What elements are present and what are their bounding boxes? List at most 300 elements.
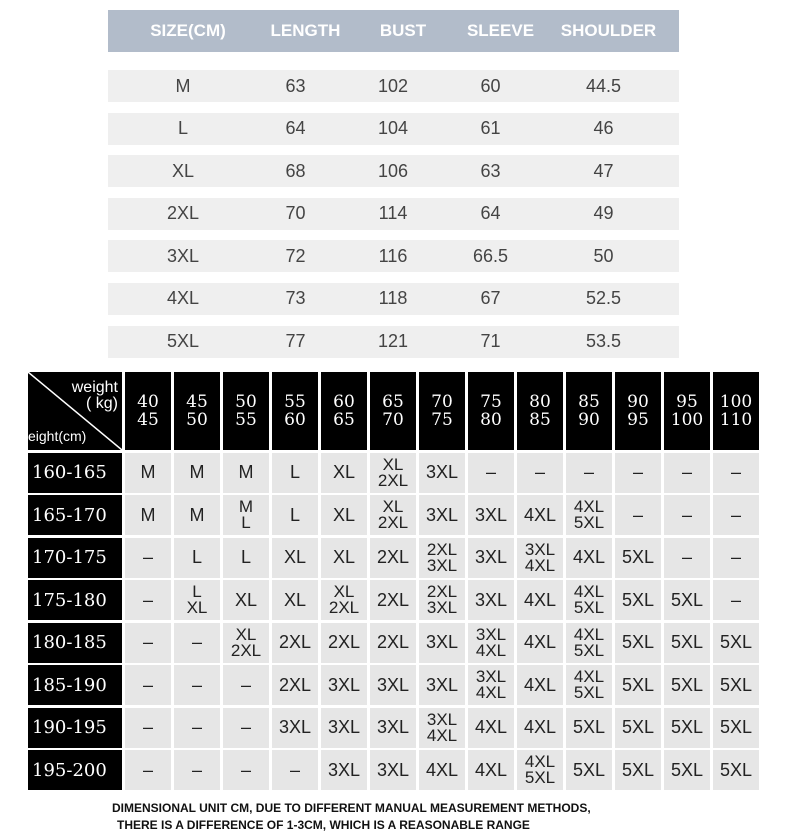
recommended-size-value: 5XL bbox=[572, 759, 606, 780]
size-chart-row bbox=[108, 155, 679, 187]
recommended-size-value: 3XL bbox=[475, 624, 507, 644]
recommended-size-cell bbox=[517, 708, 563, 748]
size-chart-cell: 114 bbox=[378, 203, 408, 224]
weight-unit-text: ( kg) bbox=[86, 395, 118, 412]
size-chart-row bbox=[108, 326, 679, 358]
recommended-size-cell bbox=[223, 665, 269, 705]
weight-range-value: 100 bbox=[719, 392, 753, 412]
recommended-size-value: – bbox=[142, 589, 153, 610]
recommended-size-value: M bbox=[140, 504, 156, 525]
weight-range-value: 90 bbox=[578, 410, 600, 430]
recommended-size-value: 4XL bbox=[573, 582, 605, 601]
recommended-size-value: – bbox=[142, 717, 153, 737]
recommended-size-cell bbox=[468, 580, 514, 620]
recommended-size-value: 5XL bbox=[719, 759, 753, 780]
recommended-size-value: – bbox=[191, 717, 202, 737]
weight-range-value: 65 bbox=[333, 410, 355, 430]
recommended-size-value: 4XL bbox=[524, 752, 556, 771]
recommended-size-cell bbox=[615, 665, 661, 705]
recommended-size-cell bbox=[615, 750, 661, 790]
size-chart-cell: 50 bbox=[593, 245, 614, 266]
recommended-size-cell bbox=[664, 623, 710, 663]
recommended-size-value: 2XL bbox=[328, 598, 360, 617]
recommended-size-cell bbox=[615, 495, 661, 535]
recommended-size-cell bbox=[419, 580, 465, 620]
recommended-size-value: 3XL bbox=[425, 462, 459, 482]
recommended-size-value: – bbox=[681, 504, 692, 525]
recommended-size-cell bbox=[272, 708, 318, 748]
recommended-size-cell bbox=[370, 580, 416, 620]
weight-range-value: 85 bbox=[529, 410, 551, 430]
recommended-size-cell bbox=[713, 665, 759, 705]
recommended-size-value: L bbox=[240, 547, 251, 567]
recommended-size-value: 3XL bbox=[524, 539, 556, 559]
weight-range-header bbox=[321, 372, 367, 450]
recommended-size-value: 5XL bbox=[621, 589, 655, 610]
recommended-size-value: 4XL bbox=[475, 640, 507, 660]
recommended-size-value: – bbox=[681, 547, 692, 567]
measurement-note bbox=[112, 800, 591, 834]
recommended-size-value: 5XL bbox=[621, 632, 655, 652]
recommended-size-cell bbox=[615, 538, 661, 578]
recommended-size-value: XL bbox=[234, 589, 258, 610]
recommended-size-cell bbox=[174, 453, 220, 493]
recommended-size-cell bbox=[321, 495, 367, 535]
recommended-size-value: L bbox=[289, 504, 300, 525]
recommended-size-value: 2XL bbox=[377, 470, 409, 490]
height-range-label: 170-175 bbox=[28, 538, 122, 578]
recommended-size-value: – bbox=[730, 504, 741, 525]
recommended-size-cell bbox=[272, 750, 318, 790]
recommended-size-cell bbox=[174, 580, 220, 620]
recommended-size-value: 4XL bbox=[426, 725, 458, 745]
recommended-size-cell bbox=[566, 750, 612, 790]
weight-range-value: 40 bbox=[137, 392, 159, 412]
recommended-size-cell bbox=[321, 623, 367, 663]
height-row bbox=[28, 495, 766, 535]
recommended-size-cell bbox=[321, 750, 367, 790]
size-chart-cell: 61 bbox=[480, 118, 501, 139]
height-range-label: 195-200 bbox=[28, 750, 122, 790]
size-chart-cell: 64 bbox=[480, 203, 501, 224]
size-chart-cell: 49 bbox=[593, 203, 614, 224]
size-chart-cell: 121 bbox=[377, 331, 409, 352]
recommended-size-cell bbox=[223, 538, 269, 578]
recommended-size-value: 3XL bbox=[376, 674, 410, 695]
recommended-size-cell bbox=[566, 623, 612, 663]
recommended-size-value: 4XL bbox=[523, 674, 557, 695]
weight-range-header bbox=[468, 372, 514, 450]
size-chart-row bbox=[108, 70, 679, 102]
recommended-size-cell bbox=[370, 665, 416, 705]
height-row bbox=[28, 623, 766, 663]
recommended-size-cell bbox=[174, 623, 220, 663]
weight-range-header bbox=[615, 372, 661, 450]
recommended-size-cell bbox=[125, 665, 171, 705]
recommended-size-cell bbox=[615, 453, 661, 493]
height-row bbox=[28, 665, 766, 705]
recommended-size-cell bbox=[272, 580, 318, 620]
recommended-size-cell bbox=[321, 665, 367, 705]
weight-range-header bbox=[713, 372, 759, 450]
recommended-size-cell bbox=[615, 708, 661, 748]
weight-header-row bbox=[28, 372, 766, 450]
recommended-size-value: 5XL bbox=[621, 759, 655, 780]
recommended-size-cell bbox=[468, 750, 514, 790]
weight-range-value: 100 bbox=[670, 410, 704, 430]
size-chart-cell: 118 bbox=[378, 288, 408, 309]
weight-range-value: 70 bbox=[382, 410, 404, 430]
height-range-label: 160-165 bbox=[28, 453, 122, 493]
recommended-size-value: 3XL bbox=[426, 555, 458, 575]
recommended-size-value: 3XL bbox=[425, 674, 459, 695]
size-chart-cell: 4XL bbox=[166, 288, 200, 309]
recommended-size-cell bbox=[321, 538, 367, 578]
recommended-size-cell bbox=[517, 495, 563, 535]
recommended-size-value: 4XL bbox=[474, 759, 508, 780]
recommended-size-value: 2XL bbox=[426, 582, 458, 601]
recommended-size-value: 4XL bbox=[425, 759, 459, 780]
recommended-size-cell bbox=[419, 538, 465, 578]
recommended-size-value: XL bbox=[235, 624, 257, 644]
height-range-label: 190-195 bbox=[28, 708, 122, 748]
recommended-size-value: 2XL bbox=[376, 632, 410, 652]
recommended-size-value: 5XL bbox=[670, 759, 704, 780]
recommended-size-cell bbox=[468, 495, 514, 535]
size-chart-header-cell: SLEEVE bbox=[466, 21, 535, 40]
recommended-size-value: – bbox=[289, 759, 300, 780]
recommended-size-cell bbox=[125, 453, 171, 493]
recommended-size-value: – bbox=[632, 504, 643, 525]
recommended-size-cell bbox=[713, 750, 759, 790]
weight-range-value: 110 bbox=[719, 410, 753, 430]
recommended-size-value: – bbox=[730, 589, 741, 610]
recommended-size-cell bbox=[321, 708, 367, 748]
recommended-size-value: 4XL bbox=[573, 624, 605, 644]
size-chart-cell: 63 bbox=[285, 75, 306, 96]
recommended-size-value: 4XL bbox=[523, 632, 557, 652]
weight-range-value: 85 bbox=[578, 392, 600, 412]
recommended-size-value: L bbox=[192, 582, 202, 601]
recommended-size-cell bbox=[174, 750, 220, 790]
size-chart-cell: 102 bbox=[377, 75, 409, 96]
recommended-size-value: 4XL bbox=[524, 555, 556, 575]
recommended-size-value: 5XL bbox=[670, 717, 704, 737]
recommended-size-value: 3XL bbox=[426, 598, 458, 617]
weight-range-value: 80 bbox=[529, 392, 551, 412]
height-axis-label: eight(cm) bbox=[28, 428, 87, 444]
recommended-size-value: 2XL bbox=[376, 589, 410, 610]
recommended-size-cell bbox=[419, 750, 465, 790]
size-chart-row bbox=[108, 113, 679, 145]
recommended-size-cell bbox=[517, 623, 563, 663]
size-chart-cell: 104 bbox=[377, 118, 409, 139]
recommended-size-cell bbox=[713, 538, 759, 578]
recommended-size-value: 4XL bbox=[475, 683, 507, 702]
weight-range-value: 45 bbox=[186, 392, 208, 412]
height-range-label: 165-170 bbox=[28, 495, 122, 535]
recommended-size-value: – bbox=[730, 462, 741, 482]
recommended-size-cell bbox=[468, 623, 514, 663]
size-chart-cell: 44.5 bbox=[585, 75, 622, 96]
size-chart-cell: 70 bbox=[285, 203, 306, 224]
recommended-size-cell bbox=[370, 538, 416, 578]
weight-range-header bbox=[272, 372, 318, 450]
recommended-size-value: M bbox=[189, 462, 205, 482]
recommended-size-value: – bbox=[191, 674, 202, 695]
recommended-size-cell bbox=[174, 495, 220, 535]
recommended-size-value: 5XL bbox=[573, 598, 605, 617]
weight-range-header bbox=[664, 372, 710, 450]
recommended-size-cell bbox=[664, 580, 710, 620]
weight-range-value: 65 bbox=[382, 392, 404, 412]
height-row bbox=[28, 538, 766, 578]
recommended-size-value: 4XL bbox=[523, 717, 557, 737]
recommended-size-value: M bbox=[238, 462, 254, 482]
weight-range-header bbox=[517, 372, 563, 450]
weight-range-header bbox=[566, 372, 612, 450]
recommended-size-cell bbox=[125, 708, 171, 748]
recommended-size-cell bbox=[664, 495, 710, 535]
recommended-size-value: XL bbox=[382, 454, 404, 474]
size-chart-header-cell: SHOULDER bbox=[560, 21, 657, 40]
size-chart-cell: 71 bbox=[480, 331, 501, 352]
weight-range-header bbox=[125, 372, 171, 450]
recommended-size-value: 4XL bbox=[573, 497, 605, 516]
recommended-size-cell bbox=[272, 453, 318, 493]
recommended-size-cell bbox=[468, 453, 514, 493]
recommended-size-cell bbox=[468, 708, 514, 748]
recommended-size-value: 3XL bbox=[425, 504, 459, 525]
size-recommendation-grid bbox=[28, 372, 766, 790]
size-chart-cell: 116 bbox=[378, 245, 408, 266]
recommended-size-value: – bbox=[240, 717, 251, 737]
height-range-label: 175-180 bbox=[28, 580, 122, 620]
recommended-size-value: 5XL bbox=[670, 674, 704, 695]
recommended-size-value: 5XL bbox=[572, 717, 606, 737]
recommended-size-cell bbox=[223, 623, 269, 663]
weight-range-value: 50 bbox=[186, 410, 208, 430]
size-chart-cell: 60 bbox=[480, 75, 501, 96]
recommended-size-value: 3XL bbox=[376, 717, 410, 737]
note-line-2: THERE IS A DIFFERENCE OF 1-3CM, WHICH IS A REASONABLE RANGE bbox=[117, 818, 530, 832]
recommended-size-value: 3XL bbox=[278, 717, 312, 737]
recommended-size-cell bbox=[223, 453, 269, 493]
recommended-size-cell bbox=[125, 495, 171, 535]
recommended-size-value: – bbox=[240, 759, 251, 780]
recommended-size-value: 2XL bbox=[278, 632, 312, 652]
recommended-size-value: 5XL bbox=[719, 632, 753, 652]
recommended-size-cell bbox=[370, 623, 416, 663]
recommended-size-cell bbox=[272, 538, 318, 578]
recommended-size-value: 3XL bbox=[425, 632, 459, 652]
recommended-size-value: 2XL bbox=[230, 640, 262, 660]
recommended-size-value: – bbox=[142, 547, 153, 567]
recommended-size-value: 4XL bbox=[572, 547, 606, 567]
weight-range-value: 60 bbox=[333, 392, 355, 412]
size-chart-cell: 63 bbox=[480, 160, 501, 181]
size-chart-row bbox=[108, 240, 679, 272]
recommended-size-value: 5XL bbox=[670, 589, 704, 610]
size-chart-cell: 5XL bbox=[166, 331, 200, 352]
recommended-size-value: – bbox=[142, 632, 153, 652]
weight-range-header bbox=[223, 372, 269, 450]
recommended-size-value: – bbox=[485, 462, 496, 482]
recommended-size-cell bbox=[174, 708, 220, 748]
recommended-size-value: 5XL bbox=[573, 683, 605, 702]
weight-range-header bbox=[370, 372, 416, 450]
recommended-size-cell bbox=[223, 750, 269, 790]
recommended-size-value: 3XL bbox=[327, 759, 361, 780]
recommended-size-value: 5XL bbox=[573, 640, 605, 660]
recommended-size-value: 4XL bbox=[474, 717, 508, 737]
height-range-label: 185-190 bbox=[28, 665, 122, 705]
recommended-size-cell bbox=[223, 708, 269, 748]
size-chart-cell: 47 bbox=[593, 160, 614, 181]
recommended-size-value: – bbox=[142, 759, 153, 780]
recommended-size-cell bbox=[713, 580, 759, 620]
recommended-size-cell bbox=[321, 453, 367, 493]
recommended-size-cell bbox=[125, 623, 171, 663]
height-row bbox=[28, 453, 766, 493]
recommended-size-value: L bbox=[191, 547, 202, 567]
weight-range-value: 50 bbox=[235, 392, 257, 412]
recommended-size-value: 2XL bbox=[426, 539, 458, 559]
recommended-size-cell bbox=[272, 495, 318, 535]
height-row bbox=[28, 708, 766, 748]
recommended-size-value: 5XL bbox=[719, 674, 753, 695]
recommended-size-value: 2XL bbox=[376, 547, 410, 567]
recommended-size-cell bbox=[125, 750, 171, 790]
recommended-size-value: XL bbox=[332, 462, 356, 482]
recommended-size-cell bbox=[566, 495, 612, 535]
recommended-size-cell bbox=[664, 665, 710, 705]
recommended-size-value: 5XL bbox=[573, 513, 605, 532]
recommended-size-cell bbox=[517, 453, 563, 493]
grid-corner-cell bbox=[28, 372, 122, 450]
recommended-size-cell bbox=[566, 665, 612, 705]
recommended-size-cell bbox=[566, 708, 612, 748]
recommended-size-value: 3XL bbox=[327, 717, 361, 737]
recommended-size-value: 3XL bbox=[475, 667, 507, 686]
recommended-size-value: – bbox=[632, 462, 643, 482]
weight-range-value: 75 bbox=[480, 392, 502, 412]
recommended-size-cell bbox=[272, 665, 318, 705]
recommended-size-cell bbox=[370, 750, 416, 790]
size-chart-cell: 64 bbox=[285, 118, 306, 139]
recommended-size-cell bbox=[664, 708, 710, 748]
recommended-size-value: 3XL bbox=[474, 589, 508, 610]
size-chart-header bbox=[108, 10, 679, 52]
recommended-size-value: – bbox=[191, 759, 202, 780]
recommended-size-value: 4XL bbox=[523, 589, 557, 610]
recommended-size-value: 2XL bbox=[278, 674, 312, 695]
size-chart-cell: XL bbox=[171, 160, 195, 181]
size-chart-row bbox=[108, 283, 679, 315]
height-row bbox=[28, 580, 766, 620]
recommended-size-cell bbox=[125, 580, 171, 620]
recommended-size-cell bbox=[272, 623, 318, 663]
recommended-size-cell bbox=[125, 538, 171, 578]
size-chart-cell: 106 bbox=[377, 160, 409, 181]
height-range-label: 180-185 bbox=[28, 623, 122, 663]
size-chart-cell: 66.5 bbox=[472, 245, 509, 266]
recommended-size-cell bbox=[468, 665, 514, 705]
recommended-size-value: – bbox=[534, 462, 545, 482]
weight-range-value: 90 bbox=[627, 392, 649, 412]
size-chart-cell: 77 bbox=[285, 331, 306, 352]
recommended-size-value: 5XL bbox=[670, 632, 704, 652]
recommended-size-cell bbox=[419, 453, 465, 493]
recommended-size-value: 3XL bbox=[376, 759, 410, 780]
recommended-size-value: M bbox=[189, 504, 205, 525]
size-chart-table bbox=[108, 10, 679, 358]
recommended-size-value: L bbox=[241, 513, 251, 532]
recommended-size-cell bbox=[713, 453, 759, 493]
recommendation-body bbox=[28, 453, 766, 791]
recommended-size-cell bbox=[223, 495, 269, 535]
size-chart-cell: 3XL bbox=[166, 245, 200, 266]
weight-range-header bbox=[174, 372, 220, 450]
recommended-size-value: M bbox=[140, 462, 156, 482]
recommended-size-value: XL bbox=[332, 504, 356, 525]
size-chart-cell: L bbox=[177, 118, 188, 139]
recommended-size-value: 3XL bbox=[474, 547, 508, 567]
recommended-size-value: 3XL bbox=[474, 504, 508, 525]
recommended-size-value: 4XL bbox=[573, 667, 605, 686]
recommended-size-value: XL bbox=[283, 547, 307, 567]
size-chart-body bbox=[108, 70, 679, 358]
recommended-size-value: XL bbox=[186, 598, 208, 617]
recommended-size-value: – bbox=[681, 462, 692, 482]
size-chart-header-cell: BUST bbox=[379, 21, 427, 40]
weight-axis-label bbox=[72, 380, 118, 412]
recommended-size-value: – bbox=[240, 674, 251, 695]
weight-range-value: 95 bbox=[627, 410, 649, 430]
weight-range-value: 95 bbox=[676, 392, 698, 412]
recommended-size-cell bbox=[713, 623, 759, 663]
weight-range-value: 45 bbox=[137, 410, 159, 430]
recommended-size-cell bbox=[713, 708, 759, 748]
note-line-1: DIMENSIONAL UNIT CM, DUE TO DIFFERENT MANUAL MEASUREMENT METHODS, bbox=[112, 801, 591, 815]
recommended-size-value: XL bbox=[333, 582, 355, 601]
size-chart-header-cell: LENGTH bbox=[270, 21, 341, 40]
recommended-size-cell bbox=[517, 538, 563, 578]
recommended-size-value: 3XL bbox=[426, 709, 458, 729]
recommended-size-cell bbox=[615, 623, 661, 663]
recommended-size-cell bbox=[517, 665, 563, 705]
recommended-size-cell bbox=[174, 665, 220, 705]
recommended-size-cell bbox=[174, 538, 220, 578]
recommended-size-cell bbox=[566, 453, 612, 493]
recommended-size-value: 4XL bbox=[523, 504, 557, 525]
recommended-size-value: 3XL bbox=[327, 674, 361, 695]
recommended-size-cell bbox=[517, 750, 563, 790]
size-chart-cell: 52.5 bbox=[585, 288, 622, 309]
recommended-size-cell bbox=[468, 538, 514, 578]
weight-range-value: 70 bbox=[431, 392, 453, 412]
recommended-size-value: – bbox=[191, 632, 202, 652]
size-chart-header-cell: SIZE(CM) bbox=[150, 21, 226, 40]
size-chart-row bbox=[108, 198, 679, 230]
size-chart-cell: 72 bbox=[285, 245, 306, 266]
size-chart-cell: 53.5 bbox=[585, 331, 622, 352]
size-chart-cell: 73 bbox=[285, 288, 306, 309]
recommended-size-cell bbox=[370, 708, 416, 748]
weight-range-value: 60 bbox=[284, 410, 306, 430]
recommended-size-cell bbox=[223, 580, 269, 620]
recommended-size-value: 5XL bbox=[719, 717, 753, 737]
